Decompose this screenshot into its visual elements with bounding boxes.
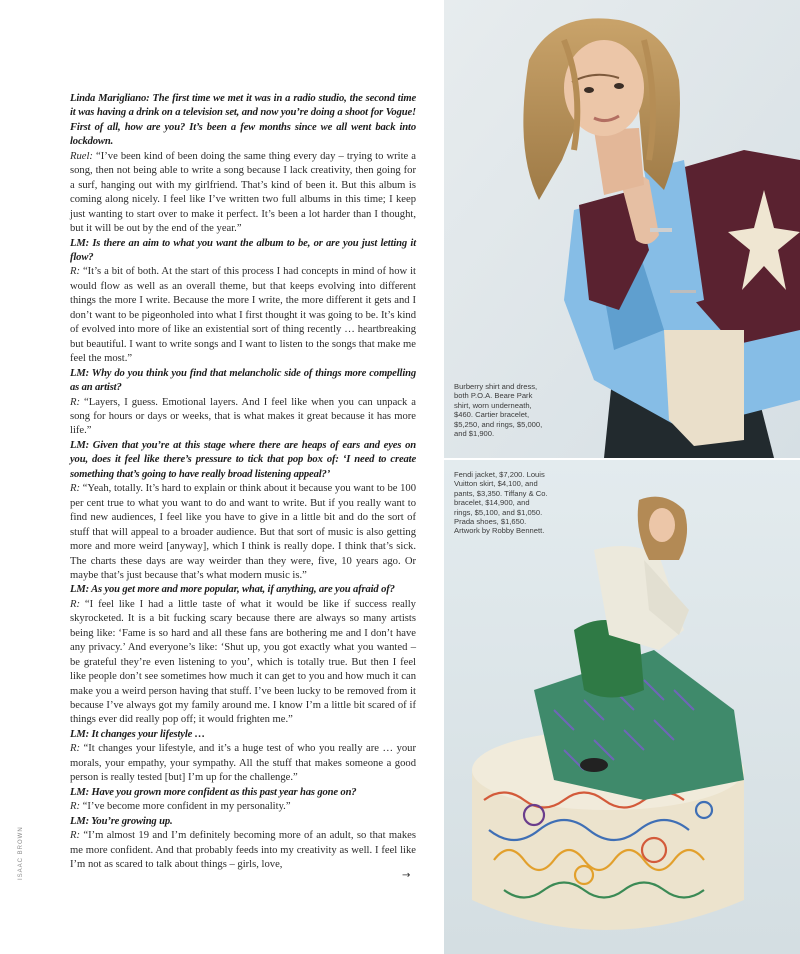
speaker-label: LM: <box>70 728 89 740</box>
interview-answer <box>70 800 416 814</box>
interview-answer <box>70 265 416 366</box>
speaker-label: R: <box>70 598 80 610</box>
speaker-label: R: <box>70 743 80 755</box>
speaker-label: Linda Marigliano: <box>70 93 150 104</box>
paragraph-text: “Yeah, totally. It’s hard to explain or think about it because you want to be 100 per cent true to what you want to do and want to write. But if you really want to find new audiences, I feel like you have to give in a little bit and do the sort of stuff that will appeal to a broader audience. But that sort of music is also getting more and more weird [anyway], which I think is really dope. I think that’s sick. The charts these days are way weirder than they were, five, 10 years ago. Or maybe that’s just because that’s what modern music is.” <box>70 483 416 581</box>
paragraph-text: “I’ve become more confident in my personality.” <box>82 801 291 813</box>
speaker-label: LM: <box>70 786 89 798</box>
speaker-label: R: <box>70 396 80 408</box>
paragraph-text: Given that you’re at this stage where there are heaps of ears and eyes on you, does it feel like there’s pressure to tick that pop box of: ‘I need to create something that’s going to have really broad listening appeal?’ <box>70 439 416 480</box>
speaker-label: R: <box>70 801 80 813</box>
caption-bottom-photo: Fendi jacket, $7,200. Louis Vuitton skirt, $4,100, and pants, $3,350. Tiffany & Co. bracelet, $14,900, and rings, $5,100, and $1,050. Prada shoes, $1,650. Artwork by Robby Bennett. <box>454 470 548 536</box>
interview-answer <box>70 482 416 583</box>
speaker-label: R: <box>70 266 80 278</box>
paragraph-text: “I’ve been kind of been doing the same thing every day – trying to write a song, then not being able to write a song because I lack creativity, then going for a surf, hanging out with my girlfriend. That’s kind of been it. But this album is coming along nicely. I feel like I’ve written two full albums in this time; I keep just wanting to start over to make it perfect. It’s been a lot harder than I thought, but it will be out by the end of the year.” <box>70 150 416 235</box>
interview-question <box>70 786 416 800</box>
speaker-label: R: <box>70 830 80 842</box>
paragraph-text: “It changes your lifestyle, and it’s a huge test of who you really are … your morals, your empathy, your sympathy. All the stuff that makes someone a good person is really tested [but] I’m up for the challenge.” <box>70 743 416 784</box>
interview-question <box>70 728 416 742</box>
paragraph-text: Is there an aim to what you want the album to be, or are you just letting it flow? <box>70 237 417 263</box>
paragraph-text: You’re growing up. <box>91 815 173 827</box>
interview-answer <box>70 829 416 872</box>
paragraph-text: It changes your lifestyle … <box>91 728 206 740</box>
paragraph-text: “Layers, I guess. Emotional layers. And I feel like when you can unpack a song for hours or days or weeks, that is what makes it great because it has more life.” <box>70 396 416 437</box>
paragraph-text: Why do you think you find that melancholic side of things more compelling as an artist? <box>70 367 416 394</box>
paragraph-text: “It’s a bit of both. At the start of this process I had concepts in mind of how it would flow as well as an overall theme, but that keeps evolving into different things the more I write. Because the more I write, the more different it gets and I don’t want to be pigeonholed into what I first thought it was going to be. It’s kind of evolved into more of like an existential sort of thing recently … heartbreaking but beautiful. I want to write songs and I want to listen to the songs that make me feel the most.” <box>70 266 416 365</box>
paragraph-text: “I feel like I had a little taste of what it would be like if success really skyrocketed. It is a bit fucking scary because there are always so many artists being like: ‘Fame is so hard and all these fans are bothering me and I don’t have any privacy.’ And everyone’s like: ‘Shut up, you got exactly what you wanted – be grateful they’re even listening to you’, which is totally true. But then I feel like people don’t see sometimes how much it can get to you and how much it can make you a weird person having that stuff. I’ve been lucky to be removed from it because I’ve always got my family around me. I know I’m a little bit scared of if things ever did really pop off; it would frighten me.” <box>70 598 416 726</box>
speaker-label: LM: <box>70 439 89 451</box>
interview-question <box>70 367 416 396</box>
interview-question <box>70 815 416 829</box>
interview-question <box>70 237 416 266</box>
continue-arrow: → <box>402 870 411 881</box>
interview-question <box>70 583 416 597</box>
paragraph-text: “I’m almost 19 and I’m definitely becoming more of an adult, so that makes me more confident. And that probably feeds into my creativity as well. I feel like I’m not as scared to talk about things – girls, love, <box>70 830 416 871</box>
interview-answer <box>70 742 416 785</box>
photo-credit: ISAAC BROWN <box>18 826 24 880</box>
speaker-label: LM: <box>70 584 89 596</box>
interview-answer <box>70 598 416 728</box>
interview-question <box>70 92 416 150</box>
speaker-label: LM: <box>70 367 89 379</box>
interview-text-column <box>70 92 416 872</box>
paragraph-text: The first time we met it was in a radio studio, the second time it was having a drink on a television set, and now you’re doing a shoot for Vogue! First of all, how are you? It’s been a few months since we all went back into lockdown. <box>70 93 417 148</box>
paragraph-text: As you get more and more popular, what, if anything, are you afraid of? <box>91 584 395 596</box>
speaker-label: LM: <box>70 815 89 827</box>
interview-answer <box>70 150 416 237</box>
caption-top-photo: Burberry shirt and dress, both P.O.A. Beare Park shirt, worn underneath, $460. Cartier bracelet, $5,250, and rings, $5,000, and $1,900. <box>454 382 543 439</box>
speaker-label: LM: <box>70 237 89 249</box>
interview-question <box>70 439 416 482</box>
speaker-label: R: <box>70 483 80 495</box>
paragraph-text: Have you grown more confident as this past year has gone on? <box>91 786 357 798</box>
speaker-label: Ruel: <box>70 150 93 162</box>
interview-answer <box>70 396 416 439</box>
